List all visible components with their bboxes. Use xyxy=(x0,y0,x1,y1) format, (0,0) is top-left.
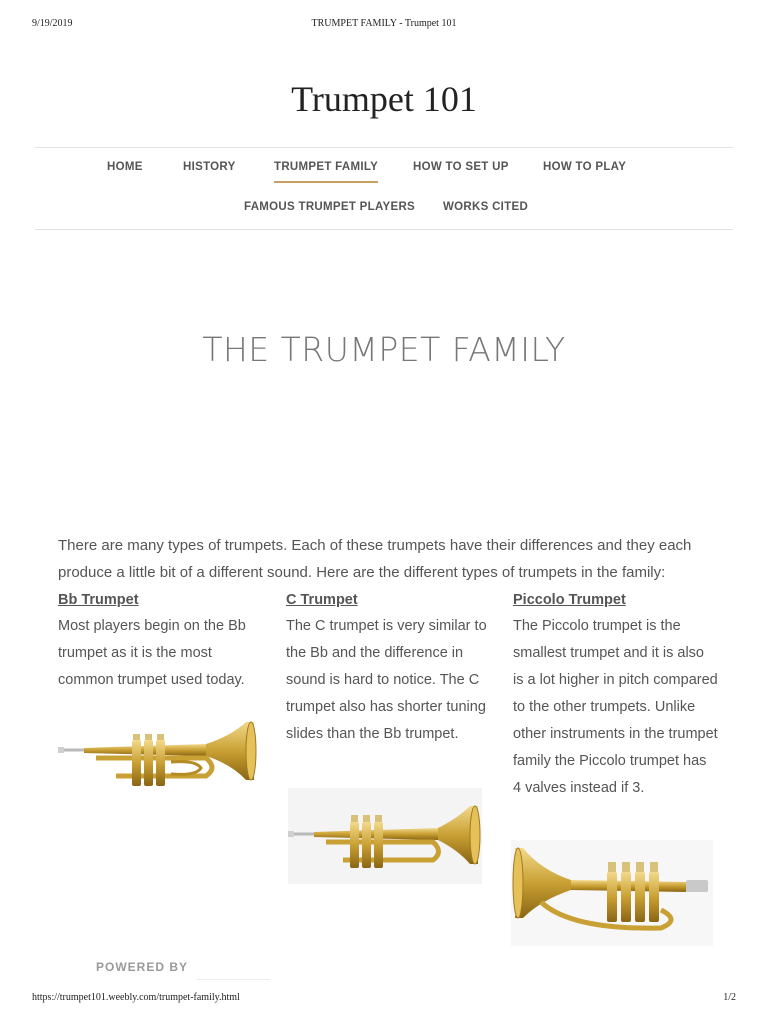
c-trumpet-image xyxy=(288,788,482,884)
nav-item-works-cited[interactable]: WORKS CITED xyxy=(443,201,529,213)
column-piccolo-trumpet xyxy=(513,591,718,802)
weebly-logo[interactable] xyxy=(196,952,270,980)
print-url: https://trumpet101.weebly.com/trumpet-family.html xyxy=(32,992,240,1003)
page-title: THE TRUMPET FAMILY xyxy=(202,330,566,369)
nav-item-home[interactable]: HOME xyxy=(107,161,143,173)
c-trumpet-heading: C Trumpet xyxy=(286,592,358,608)
print-footer xyxy=(0,992,768,1006)
print-page-count: 1/2 xyxy=(723,992,736,1003)
nav-item-trumpet-family[interactable]: TRUMPET FAMILY xyxy=(274,161,379,173)
bb-trumpet-description: Most players begin on the Bb trumpet as it is the most common trumpet used today. xyxy=(58,618,246,688)
bb-trumpet-heading: Bb Trumpet xyxy=(58,592,139,608)
powered-by-label: POWERED BY xyxy=(96,960,189,974)
piccolo-trumpet-description: The Piccolo trumpet is the smallest trumpet and it is also is a lot higher in pitch compared to the other trumpets. Unlike other instruments in the trumpet family the Piccolo trumpet has 4 valves instead if 3. xyxy=(513,618,718,796)
piccolo-trumpet-heading: Piccolo Trumpet xyxy=(513,592,626,608)
site-title[interactable]: Trumpet 101 xyxy=(291,79,477,119)
nav-item-how-to-set-up[interactable]: HOW TO SET UP xyxy=(413,161,509,173)
print-doc-title: TRUMPET FAMILY - Trumpet 101 xyxy=(311,18,457,29)
nav-item-how-to-play[interactable]: HOW TO PLAY xyxy=(543,161,627,173)
bb-trumpet-image xyxy=(56,718,260,792)
piccolo-trumpet-image xyxy=(511,840,713,946)
column-c-trumpet xyxy=(286,591,491,748)
column-bb-trumpet xyxy=(58,591,263,694)
print-date: 9/19/2019 xyxy=(32,18,73,29)
nav-item-history[interactable]: HISTORY xyxy=(183,161,236,173)
nav-top-divider xyxy=(35,147,733,148)
nav-item-famous-trumpet-players[interactable]: FAMOUS TRUMPET PLAYERS xyxy=(244,201,416,213)
c-trumpet-description: The C trumpet is very similar to the Bb and the difference in sound is hard to notice. The C trumpet also has shorter tuning slides than the Bb trumpet. xyxy=(286,618,487,742)
nav-bottom-divider xyxy=(35,229,733,230)
intro-paragraph: There are many types of trumpets. Each of these trumpets have their differences and they each produce a little bit of a different sound. Here are the different types of trumpets in the family: xyxy=(58,537,692,581)
print-header xyxy=(0,18,768,32)
